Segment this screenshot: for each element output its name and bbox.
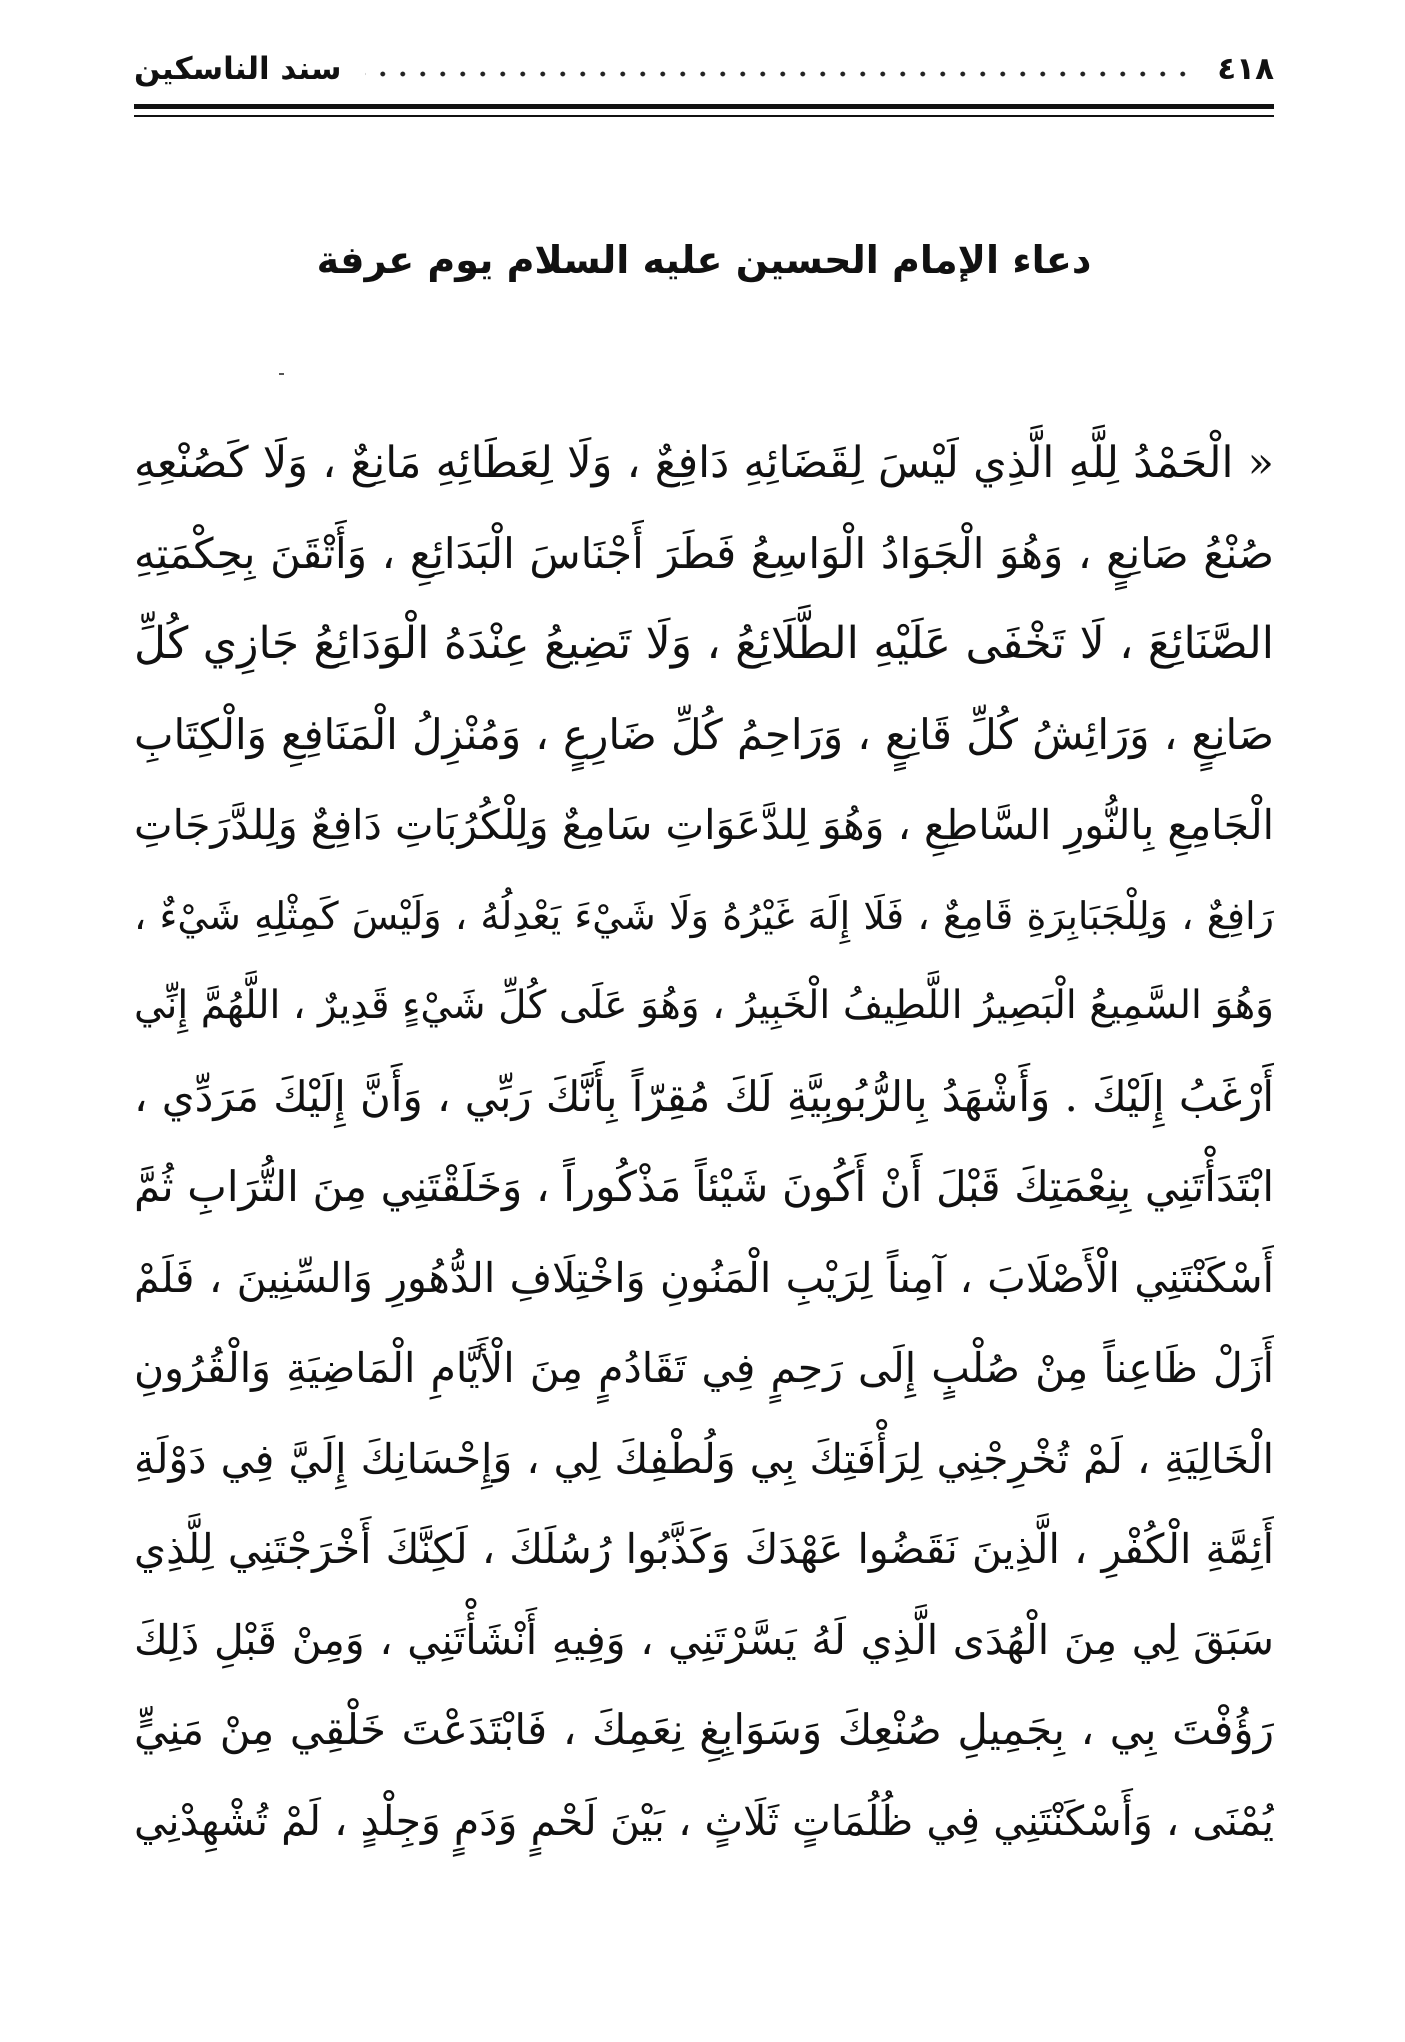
header-rule-thin (134, 115, 1274, 117)
text-line: رَؤُفْتَ بِي ، بِجَمِيلِ صُنْعِكَ وَسَوَابِغِ نِعَمِكَ ، فَابْتَدَعْتَ خَلْقِي مِنْ مَنِيٍّ (134, 1705, 1274, 1754)
text-line: يُمْنَى ، وَأَسْكَنْتَنِي فِي ظُلُمَاتٍ ثَلَاثٍ ، بَيْنَ لَحْمٍ وَدَمٍ وَجِلْدٍ ، لَمْ تُشْهِدْنِي (134, 1796, 1274, 1845)
book-title: سند الناسكين (134, 51, 342, 87)
print-speck (279, 373, 284, 375)
page-number: ٤١٨ (1217, 51, 1274, 87)
text-line: صَانِعٍ ، وَرَائِشُ كُلِّ قَانِعٍ ، وَرَاحِمُ كُلِّ ضَارِعٍ ، وَمُنْزِلُ الْمَنَافِعِ وَالْكِتَابِ (134, 709, 1274, 759)
text-line: وَهُوَ السَّمِيعُ الْبَصِيرُ اللَّطِيفُ الْخَبِيرُ ، وَهُوَ عَلَى كُلِّ شَيْءٍ قَدِيرٌ ، اللَّهُمَّ إِنِّي (134, 983, 1274, 1028)
text-line: أَزَلْ ظَاعِناً مِنْ صُلْبٍ إِلَى رَحِمٍ فِي تَقَادُمٍ مِنَ الْأَيَّامِ الْمَاضِيَةِ وَالْقُرُونِ (134, 1344, 1274, 1392)
text-line: الْخَالِيَةِ ، لَمْ تُخْرِجْنِي لِرَأْفَتِكَ بِي وَلُطْفِكَ لِي ، وَإِحْسَانِكَ إِلَيَّ فِي دَوْلَةِ (134, 1434, 1274, 1483)
text-line: « الْحَمْدُ لِلَّهِ الَّذِي لَيْسَ لِقَضَائِهِ دَافِعٌ ، وَلَا لِعَطَائِهِ مَانِعٌ ، وَلَا كَصُنْعِهِ (134, 438, 1274, 488)
header-rule-thick (134, 104, 1274, 109)
text-line: رَافِعٌ ، وَلِلْجَبَابِرَةِ قَامِعٌ ، فَلَا إِلَهَ غَيْرُهُ وَلَا شَيْءَ يَعْدِلُهُ ، وَلَيْسَ كَمِثْلِهِ شَيْءٌ ، (134, 893, 1274, 938)
text-line: أَرْغَبُ إِلَيْكَ . وَأَشْهَدُ بِالرُّبُوبِيَّةِ لَكَ مُقِرّاً بِأَنَّكَ رَبِّي ، وَأَنَّ إِلَيْكَ مَرَدِّي ، (134, 1071, 1274, 1121)
text-line: الْجَامِعِ بِالنُّورِ السَّاطِعِ ، وَهُوَ لِلدَّعَوَاتِ سَامِعٌ وَلِلْكُرُبَاتِ دَافِعٌ وَلِلدَّرَجَاتِ (134, 801, 1274, 849)
text-line: أَئِمَّةِ الْكُفْرِ ، الَّذِينَ نَقَضُوا عَهْدَكَ وَكَذَّبُوا رُسُلَكَ ، لَكِنَّكَ أَخْرَجْتَنِي لِلَّذِي (134, 1525, 1274, 1573)
text-line: صُنْعُ صَانِعٍ ، وَهُوَ الْجَوَادُ الْوَاسِعُ فَطَرَ أَجْنَاسَ الْبَدَائِعِ ، وَأَتْقَنَ بِحِكْمَتِهِ (134, 528, 1274, 578)
text-line: ابْتَدَأْتَنِي بِنِعْمَتِكَ قَبْلَ أَنْ أَكُونَ شَيْئاً مَذْكُوراً ، وَخَلَقْتَنِي مِنَ التُّرَابِ ثُمَّ (134, 1162, 1274, 1211)
prayer-text (134, 418, 1274, 1866)
section-heading: دعاء الإمام الحسين عليه السلام يوم عرفة (316, 238, 1092, 282)
text-line: سَبَقَ لِي مِنَ الْهُدَى الَّذِي لَهُ يَسَّرْتَنِي ، وَفِيهِ أَنْشَأْتَنِي ، وَمِنْ قَبْلِ ذَلِكَ (134, 1615, 1274, 1664)
text-line: أَسْكَنْتَنِي الْأَصْلَابَ ، آمِناً لِرَيْبِ الْمَنُونِ وَاخْتِلَافِ الدُّهُورِ وَالسِّنِينَ ، فَلَمْ (134, 1253, 1274, 1302)
running-header (134, 44, 1274, 94)
text-line: الصَّنَائِعَ ، لَا تَخْفَى عَلَيْهِ الطَّلَائِعُ ، وَلَا تَضِيعُ عِنْدَهُ الْوَدَائِعُ جَازِي كُلِّ (134, 618, 1274, 669)
header-dot-leader (365, 69, 1193, 79)
